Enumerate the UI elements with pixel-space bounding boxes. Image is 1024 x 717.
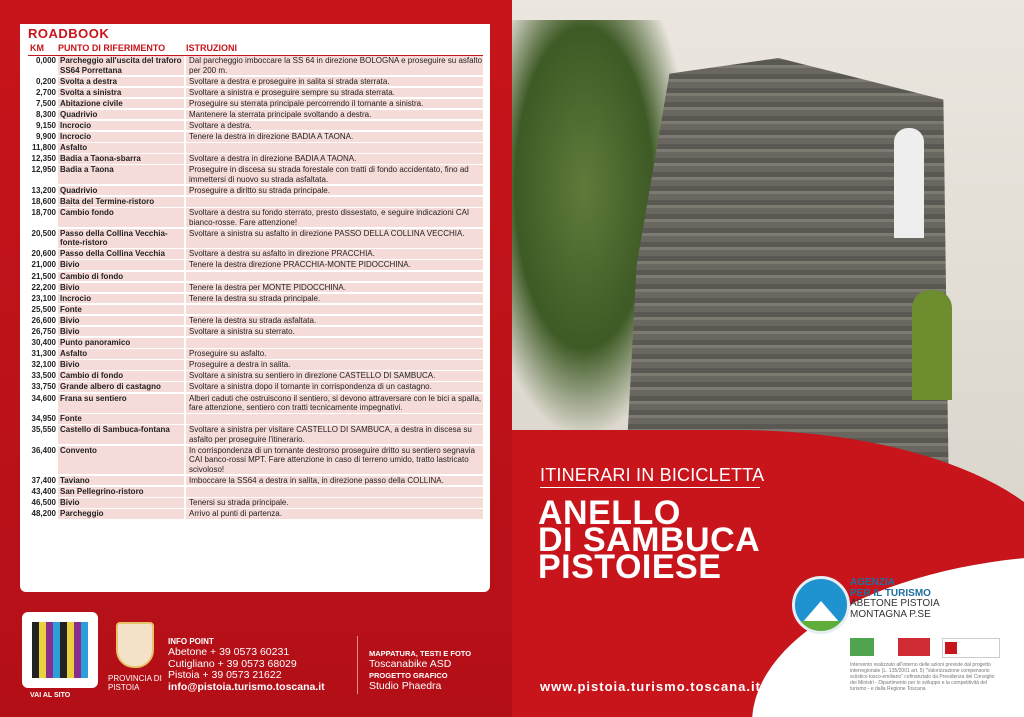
cell-km: 32,100 xyxy=(31,360,56,370)
title-line: ANELLO xyxy=(538,494,681,532)
design-heading: PROGETTO GRAFICO xyxy=(369,671,448,680)
agency-name xyxy=(850,578,940,620)
info-contacts xyxy=(168,647,325,693)
title-line: DI SAMBUCA xyxy=(538,521,761,559)
cell-point: Incrocio xyxy=(58,132,184,142)
cell-instr: Svoltare a destra e proseguire in salita si strada sterrata. xyxy=(186,77,483,87)
cell-instr: Proseguire a destra in salita. xyxy=(186,360,483,370)
cell-point: Taviano xyxy=(58,476,184,486)
subtitle-rule xyxy=(540,487,760,488)
table-row xyxy=(28,394,483,413)
table-row xyxy=(28,56,483,75)
cell-km: 12,950 xyxy=(31,165,56,175)
cell-km: 43,400 xyxy=(31,487,56,496)
cell-instr: Proseguire in discesa su strada forestale con tratti di fondo accidentato, fino ad immettersi di nuovo su strada asfaltata. xyxy=(186,165,483,184)
cell-point: Bivio xyxy=(58,498,184,508)
cell-instr: Tenersi su strada principale. xyxy=(186,498,483,508)
table-row xyxy=(28,338,483,348)
info-line: Pistoia + 39 0573 21622 xyxy=(168,669,282,681)
cell-km: 0,200 xyxy=(35,76,56,86)
cell-point: Bivio xyxy=(58,327,184,337)
col-km: KM xyxy=(30,43,44,53)
table-row xyxy=(28,509,483,519)
cell-instr: Tenere la destra in direzione BADIA A TAONA. xyxy=(186,132,483,142)
cell-instr: Tenere la destra per MONTE PIDOCCHINA. xyxy=(186,283,483,293)
cell-instr: Mantenere la sterrata principale svoltando a destra. xyxy=(186,110,483,120)
cell-instr: Tenere la destra direzione PRACCHIA-MONTE PIDOCCHINA. xyxy=(186,260,483,270)
cell-instr: Tenere la destra su strada asfaltata. xyxy=(186,316,483,326)
cell-km: 11,800 xyxy=(31,143,56,153)
cell-km: 37,400 xyxy=(31,475,56,485)
table-row xyxy=(28,446,483,475)
cell-instr: Alberi caduti che ostruiscono il sentiero, si devono attraversare con le bici a spalla, fare attenzione, sentiero con tratti tecnicamente impegnativi. xyxy=(186,394,483,413)
cell-km: 9,150 xyxy=(35,120,56,130)
table-row xyxy=(28,197,483,207)
table-row xyxy=(28,88,483,98)
cover-subtitle: ITINERARI IN BICICLETTA xyxy=(540,465,765,485)
title-line: PISTOIESE xyxy=(538,548,722,586)
table-row xyxy=(28,165,483,184)
cell-instr xyxy=(186,305,483,315)
table-row xyxy=(28,99,483,109)
cell-km: 18,700 xyxy=(31,208,56,218)
qr-label: VAI AL SITO xyxy=(30,692,71,699)
cell-km: 34,950 xyxy=(31,414,56,424)
roadbook-table xyxy=(28,56,483,520)
tower-window xyxy=(912,290,952,400)
cell-km: 13,200 xyxy=(31,185,56,195)
cell-km: 26,600 xyxy=(31,315,56,325)
sponsor-logos xyxy=(850,638,1000,658)
agency-line: PER IL TURISMO xyxy=(850,587,931,599)
table-row xyxy=(28,272,483,282)
agency-mountain-icon xyxy=(792,576,850,634)
cell-instr: Arrivo al punti di partenza. xyxy=(186,509,483,519)
italy-flag-logo xyxy=(850,638,930,656)
cell-km: 22,200 xyxy=(31,282,56,292)
province-label: PROVINCIA DI PISTOIA xyxy=(108,674,162,692)
table-row xyxy=(28,110,483,120)
agency-line: MONTAGNA P.SE xyxy=(850,608,931,620)
map-heading: MAPPATURA, TESTI E FOTO xyxy=(369,649,472,658)
table-row xyxy=(28,476,483,486)
cell-instr: Svoltare a destra. xyxy=(186,121,483,131)
province-crest-icon xyxy=(116,622,154,668)
cell-instr xyxy=(186,143,483,153)
cell-point: Bivio xyxy=(58,316,184,326)
table-row xyxy=(28,143,483,153)
table-row xyxy=(28,498,483,508)
cell-km: 36,400 xyxy=(31,445,56,455)
cell-instr: Dal parcheggio imboccare la SS 64 in direzione BOLOGNA e proseguire su asfalto per 200 m. xyxy=(186,56,483,75)
design-value: Studio Phaedra xyxy=(369,680,442,692)
agency-line: AGENZIA xyxy=(850,577,895,588)
cell-km: 33,750 xyxy=(31,382,56,392)
cell-point: Passo della Collina Vecchia-fonte-ristoro xyxy=(58,229,184,248)
cell-km: 21,000 xyxy=(31,260,56,270)
cell-km: 46,500 xyxy=(31,498,56,508)
cell-instr xyxy=(186,487,483,497)
cell-km: 30,400 xyxy=(31,338,56,348)
table-row xyxy=(28,229,483,248)
cell-point: Parcheggio xyxy=(58,509,184,519)
table-row xyxy=(28,316,483,326)
table-row xyxy=(28,283,483,293)
qr-pattern xyxy=(32,622,88,678)
tower-window xyxy=(894,128,924,238)
cell-instr: Svoltare a sinistra e proseguire sempre su strada sterrata. xyxy=(186,88,483,98)
info-line: Cutigliano + 39 0573 68029 xyxy=(168,657,297,670)
cell-point: Cambio di fondo xyxy=(58,272,184,282)
cell-km: 2,700 xyxy=(35,87,56,97)
cell-point: Abitazione civile xyxy=(58,99,184,109)
cell-point: Bivio xyxy=(58,260,184,270)
cell-km: 21,500 xyxy=(31,271,56,281)
cell-point: Badia a Taona xyxy=(58,165,184,184)
cell-point: Fonte xyxy=(58,305,184,315)
cell-point: Bivio xyxy=(58,360,184,370)
cell-point: Cambio fondo xyxy=(58,208,184,227)
table-row xyxy=(28,305,483,315)
cell-instr: Proseguire a diritto su strada principale. xyxy=(186,186,483,196)
cell-instr: Svoltare a destra su fondo sterrato, presto dissestato, e seguire indicazioni CAI bianco-rosse. Fare attenzione! xyxy=(186,208,483,227)
cell-instr: Svoltare a destra in direzione BADIA A TAONA. xyxy=(186,154,483,164)
table-row xyxy=(28,371,483,381)
cell-km: 8,300 xyxy=(35,109,56,119)
table-row xyxy=(28,294,483,304)
cell-instr: Svoltare a sinistra dopo il tornante in corrispondenza di un castagno. xyxy=(186,382,483,392)
agency-line: ABETONE PISTOIA xyxy=(850,598,940,609)
cell-km: 0,000 xyxy=(35,56,56,65)
cell-point: Convento xyxy=(58,446,184,475)
cell-km: 48,200 xyxy=(31,509,56,519)
cell-km: 31,300 xyxy=(31,349,56,359)
cell-point: Quadrivio xyxy=(58,110,184,120)
cell-point: Parcheggio all'uscita del traforo SS64 Porrettana xyxy=(58,56,184,75)
cell-instr: Proseguire su sterrata principale percorrendo il tornante a sinistra. xyxy=(186,99,483,109)
table-row xyxy=(28,414,483,424)
table-row xyxy=(28,487,483,497)
cell-km: 33,500 xyxy=(31,371,56,381)
cell-instr xyxy=(186,414,483,424)
table-row xyxy=(28,260,483,270)
table-row xyxy=(28,382,483,392)
cell-km: 7,500 xyxy=(35,98,56,108)
table-row xyxy=(28,425,483,444)
cell-point: Bivio xyxy=(58,283,184,293)
cell-km: 23,100 xyxy=(31,293,56,303)
cell-instr xyxy=(186,197,483,207)
cell-instr: Imboccare la SS64 a destra in salita, in direzione passo della COLLINA. xyxy=(186,476,483,486)
map-value: Toscanabike ASD xyxy=(369,658,452,670)
cell-instr xyxy=(186,338,483,348)
cell-point: Baita del Termine-ristoro xyxy=(58,197,184,207)
qr-code[interactable] xyxy=(22,612,98,688)
table-row xyxy=(28,154,483,164)
divider xyxy=(357,636,358,694)
cell-instr: In corrispondenza di un tornante destrorso proseguire dritto su sentiero segnavia CAI banco-rossi MPT. Fare attenzione in caso di terreno umido, tratto lastricato scivoloso! xyxy=(186,446,483,475)
table-row xyxy=(28,77,483,87)
table-row xyxy=(28,186,483,196)
cell-km: 20,600 xyxy=(31,249,56,259)
cell-km: 12,350 xyxy=(31,154,56,164)
regione-toscana-logo xyxy=(942,638,1000,658)
cell-point: Asfalto xyxy=(58,143,184,153)
cell-instr: Tenere la destra su strada principale. xyxy=(186,294,483,304)
cell-km: 34,600 xyxy=(31,393,56,403)
table-row xyxy=(28,121,483,131)
cell-km: 18,600 xyxy=(31,197,56,207)
cover-title xyxy=(538,494,761,586)
table-row xyxy=(28,327,483,337)
cell-point: Incrocio xyxy=(58,294,184,304)
cell-instr: Svoltare a sinistra su asfalto in direzione PASSO DELLA COLLINA VECCHIA. xyxy=(186,229,483,248)
cell-point: Grande albero di castagno xyxy=(58,382,184,392)
cell-point: Passo della Collina Vecchia xyxy=(58,249,184,259)
website-link[interactable]: www.pistoia.turismo.toscana.it xyxy=(540,679,761,694)
cell-km: 26,750 xyxy=(31,326,56,336)
table-row xyxy=(28,349,483,359)
cell-point: Svolta a sinistra xyxy=(58,88,184,98)
cell-point: Punto panoramico xyxy=(58,338,184,348)
cell-km: 20,500 xyxy=(31,228,56,238)
cell-instr: Svoltare a sinistra su sterrato. xyxy=(186,327,483,337)
roadbook-title: ROADBOOK xyxy=(28,26,110,41)
col-instructions: ISTRUZIONI xyxy=(186,43,237,53)
info-email[interactable]: info@pistoia.turismo.toscana.it xyxy=(168,680,325,693)
info-line: Abetone + 39 0573 60231 xyxy=(168,646,290,658)
cell-km: 25,500 xyxy=(31,304,56,314)
cell-point: Quadrivio xyxy=(58,186,184,196)
credits xyxy=(369,648,471,692)
table-row xyxy=(28,132,483,142)
cell-instr xyxy=(186,272,483,282)
cell-point: Fonte xyxy=(58,414,184,424)
cell-instr: Svoltare a sinistra su sentiero in direzione CASTELLO DI SAMBUCA. xyxy=(186,371,483,381)
col-point: PUNTO DI RIFERIMENTO xyxy=(58,43,166,53)
table-row xyxy=(28,208,483,227)
cell-point: Asfalto xyxy=(58,349,184,359)
table-row xyxy=(28,249,483,259)
cell-point: Svolta a destra xyxy=(58,77,184,87)
roadbook-header xyxy=(28,43,483,56)
fine-print: Intervento realizzato all'interno delle azioni previste dal progetto interregionale (L. 135/2001 art. 5) "Valorizzazione compensorio sciistico tosco-emiliano" cofinanziato da Presidenza del Consiglio dei Ministri - Dipartimento per lo sviluppo e la competitività del turismo - e dalla Regione Toscana xyxy=(850,662,995,692)
cell-instr: Svoltare a sinistra per visitare CASTELLO DI SAMBUCA, a destra in discesa su asfalto per proseguire l'itinerario. xyxy=(186,425,483,444)
cell-instr: Proseguire su asfalto. xyxy=(186,349,483,359)
info-heading: INFO POINT xyxy=(168,637,214,646)
cell-km: 9,900 xyxy=(35,132,56,142)
cover-panel xyxy=(512,0,1024,717)
cell-instr: Svoltare a destra su asfalto in direzione PRACCHIA. xyxy=(186,249,483,259)
cell-km: 35,550 xyxy=(31,425,56,435)
cell-point: Incrocio xyxy=(58,121,184,131)
cell-point: Frana su sentiero xyxy=(58,394,184,413)
cell-point: Badia a Taona-sbarra xyxy=(58,154,184,164)
table-row xyxy=(28,360,483,370)
cell-point: Cambio di fondo xyxy=(58,371,184,381)
cell-point: San Pellegrino-ristoro xyxy=(58,487,184,497)
cell-point: Castello di Sambuca-fontana xyxy=(58,425,184,444)
